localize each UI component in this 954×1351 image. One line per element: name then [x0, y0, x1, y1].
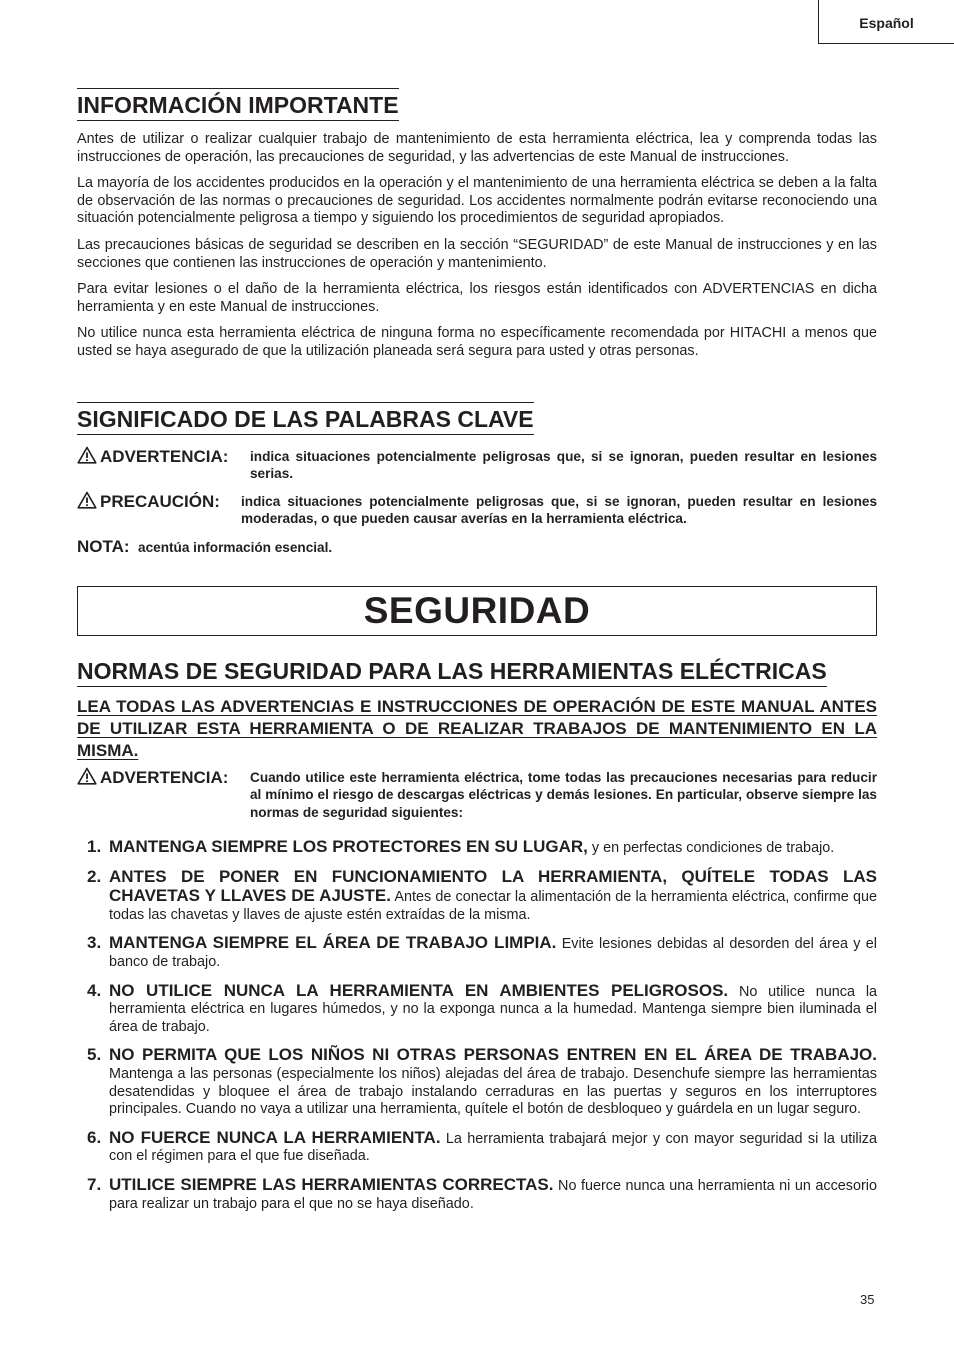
rule-heading: NO UTILICE NUNCA LA HERRAMIENTA EN AMBIENTES PELIGROSOS.	[109, 980, 729, 1000]
precaucion-term-text: PRECAUCIÓN:	[100, 491, 220, 511]
rule-heading: NO PERMITA QUE LOS NIÑOS NI OTRAS PERSONAS ENTREN EN EL ÁREA DE TRABAJO.	[109, 1045, 877, 1065]
read-instructions-notice: LEA TODAS LAS ADVERTENCIAS E INSTRUCCIONES DE OPERACIÓN DE ESTE MANUAL ANTES DE UTILIZAR ESTA HERRAMIENTA O DE REALIZAR TRABAJOS DE MANTENIMIENTO EN LA MISMA.	[77, 696, 877, 760]
rule-number: 5.	[87, 1045, 102, 1065]
safety-rule	[77, 1176, 877, 1213]
precaucion-description: indica situaciones potencialmente peligrosas que, si se ignoran, pueden resultar en lesiones moderadas, o que pueden causar averías en la herramienta eléctrica.	[241, 493, 877, 527]
rule-heading: NO FUERCE NUNCA LA HERRAMIENTA.	[109, 1127, 441, 1147]
safety-rule	[77, 1129, 877, 1166]
info-section-title: INFORMACIÓN IMPORTANTE	[77, 88, 399, 121]
rule-number: 6.	[87, 1127, 102, 1147]
safety-rule	[77, 838, 877, 858]
rule-body: No fuerce nunca una herramienta ni un accesorio para realizar un trabajo para el que no se haya diseñado.	[109, 1177, 878, 1212]
seguridad-title-box	[77, 586, 877, 636]
rule-number: 3.	[87, 933, 102, 953]
safety-rule	[77, 934, 877, 971]
normas-title: NORMAS DE SEGURIDAD PARA LAS HERRAMIENTAS ELÉCTRICAS	[77, 658, 827, 687]
rule-heading: ANTES DE PONER EN FUNCIONAMIENTO LA HERRAMIENTA, QUÍTELE TODAS LAS CHAVETAS Y LLAVES DE AJUSTE.	[109, 866, 877, 906]
safety-warning	[77, 769, 877, 822]
rule-number: 7.	[87, 1174, 102, 1194]
rule-body: La herramienta trabajará mejor y con mayor seguridad si la utiliza con el régimen para el que fue diseñada.	[109, 1130, 877, 1165]
language-tab: Español	[818, 0, 954, 44]
info-paragraph: La mayoría de los accidentes producidos en la operación y el mantenimiento de una herramienta eléctrica se deben a la falta de observación de las normas o precauciones de seguridad. Los accidentes normalmente podrán evitarse reconociendo una situación potencialmente peligrosa a tiempo y siguiendo los procedimientos de seguridad apropiados.	[77, 175, 877, 227]
nota-description: acentúa información esencial.	[138, 539, 333, 555]
safety-rule	[77, 1046, 877, 1118]
rule-heading: MANTENGA SIEMPRE LOS PROTECTORES EN SU LUGAR,	[109, 837, 588, 857]
rule-number: 4.	[87, 980, 102, 1000]
safety-rule	[77, 982, 877, 1037]
rule-heading: MANTENGA SIEMPRE EL ÁREA DE TRABAJO LIMPIA.	[109, 933, 557, 953]
safety-rules-list	[77, 838, 877, 1213]
advertencia-term-text: ADVERTENCIA:	[100, 446, 229, 466]
rule-body: Mantenga a las personas (especialmente los niños) alejadas del área de trabajo. Desenchufe siempre las herramientas desatendidas y bloquee el área de trabajo instalando cerraduras en las puertas y seguros en los interruptores principales. Cuando no vaya a utilizar una herramienta, quítele el botón de desbloqueo y guárdela en un lugar seguro.	[109, 1065, 877, 1118]
info-paragraph: Antes de utilizar o realizar cualquier trabajo de mantenimiento de esta herramienta eléctrica, lea y comprenda todas las instrucciones de operación, las precauciones de seguridad, y las advertencias de este Manual de instrucciones.	[77, 131, 877, 165]
rule-number: 1.	[87, 837, 102, 857]
page-number: 35	[860, 1292, 875, 1307]
warning-triangle-icon	[77, 767, 97, 785]
precaucion-definition	[77, 493, 877, 528]
advertencia-description: indica situaciones potencialmente peligrosas que, si se ignoran, pueden resultar en lesiones serias.	[250, 448, 877, 482]
safety-warning-term-text: ADVERTENCIA:	[100, 767, 229, 787]
advertencia-definition	[77, 448, 877, 483]
rule-body: Antes de conectar la alimentación de la herramienta eléctrica, confirme que todas las chavetas y llaves de ajuste estén extraídas de la misma.	[109, 889, 877, 923]
signal-words-title: SIGNIFICADO DE LAS PALABRAS CLAVE	[77, 402, 534, 435]
advertencia-term	[77, 446, 228, 467]
nota-term: NOTA:	[77, 536, 130, 556]
nota-definition	[77, 537, 877, 557]
info-paragraph: Las precauciones básicas de seguridad se describen en la sección “SEGURIDAD” de este Manual de instrucciones y en las secciones que contienen las instrucciones de operación y mantenimiento.	[77, 236, 877, 271]
precaucion-term	[77, 491, 220, 512]
page-content	[77, 88, 877, 1223]
safety-warning-term	[77, 767, 228, 788]
info-paragraph: Para evitar lesiones o el daño de la herramienta eléctrica, los riesgos están identificados con ADVERTENCIAS en dicha herramienta y en este Manual de instrucciones.	[77, 281, 877, 315]
rule-heading: UTILICE SIEMPRE LAS HERRAMIENTAS CORRECTAS.	[109, 1174, 554, 1194]
info-paragraph: No utilice nunca esta herramienta eléctrica de ninguna forma no específicamente recomendada por HITACHI a menos que usted se haya asegurado de que la utilización planeada será segura para usted y otras personas.	[77, 325, 877, 359]
warning-triangle-icon	[77, 491, 97, 509]
rule-body: Evite lesiones debidas al desorden del área y el banco de trabajo.	[109, 936, 877, 970]
rule-body: No utilice nunca la herramienta eléctrica en lugares húmedos, y no la exponga nunca a la humedad. Mantenga siempre bien iluminada el área de trabajo.	[109, 983, 878, 1035]
rule-body: y en perfectas condiciones de trabajo.	[591, 840, 835, 857]
safety-rule	[77, 868, 877, 925]
warning-triangle-icon	[77, 446, 97, 464]
seguridad-title: SEGURIDAD	[363, 589, 591, 631]
safety-warning-description: Cuando utilice este herramienta eléctrica, tome todas las precauciones necesarias para reducir al mínimo el riesgo de descargas eléctricas y demás lesiones. En particular, observe siempre las normas de seguridad siguientes:	[250, 769, 877, 820]
rule-number: 2.	[87, 866, 102, 886]
